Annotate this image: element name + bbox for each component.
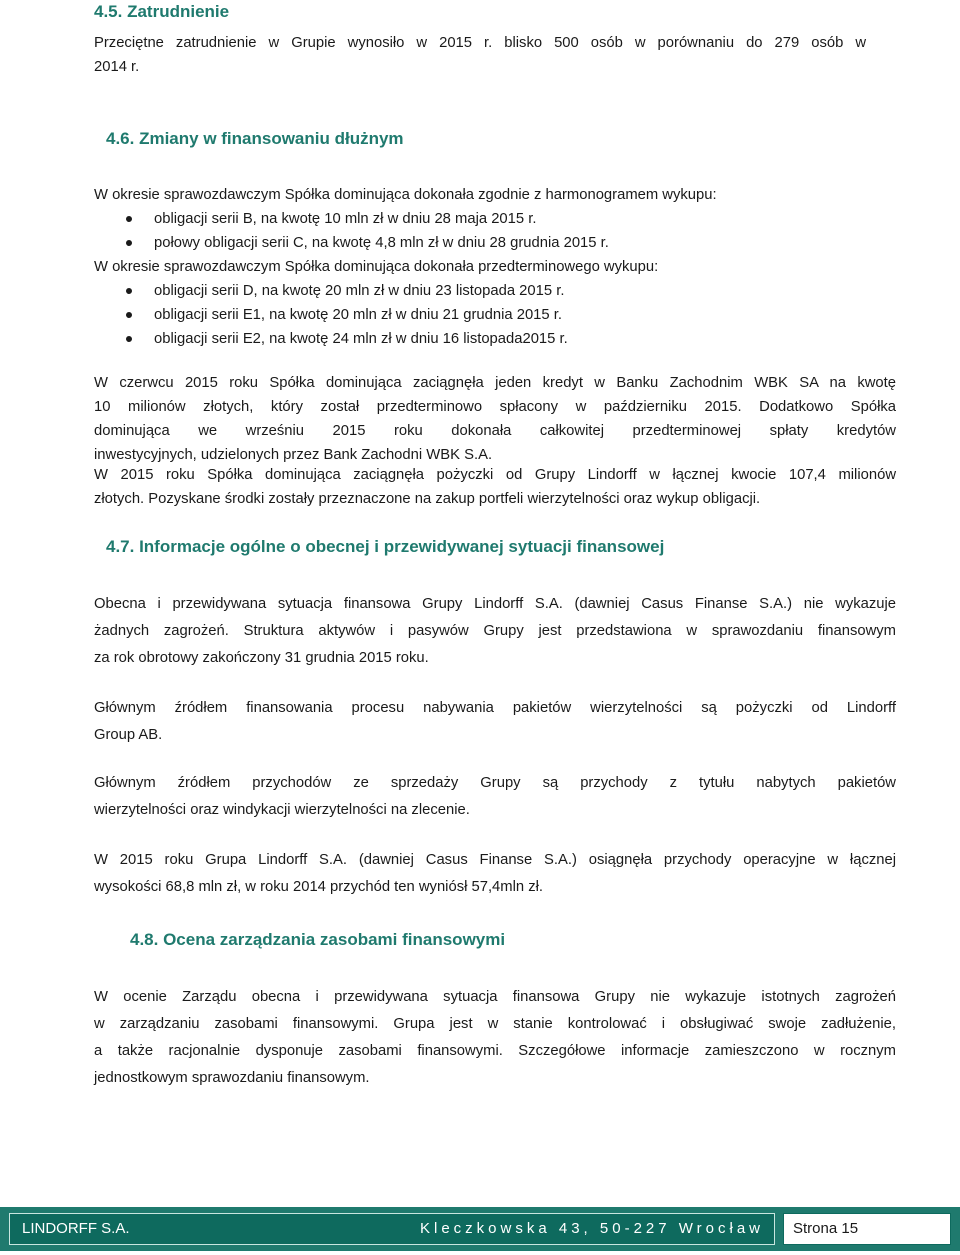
page-number: Strona 15	[793, 1220, 859, 1237]
s48-paragraph-1	[94, 984, 896, 1092]
footer-address: Kleczkowska 43, 50-227 Wrocław	[420, 1220, 764, 1237]
list-item-text: obligacji serii E1, na kwotę 20 mln zł w dniu 21 grudnia 2015 r.	[154, 307, 562, 323]
footer-address-bar	[9, 1213, 775, 1245]
heading-4-7: 4.7. Informacje ogólne o obecnej i przewidywanej sytuacji finansowej	[106, 537, 665, 556]
s46-intro-1: W okresie sprawozdawczym Spółka dominująca dokonała zgodnie z harmonogramem wykupu:	[94, 187, 717, 203]
heading-4-5: 4.5. Zatrudnienie	[94, 2, 230, 21]
s46-paragraph-2	[94, 463, 896, 511]
s45-line-1: Przeciętne zatrudnienie w Grupie wynosiło w 2015 r. blisko 500 osób w porównaniu do 279 osób w	[94, 35, 866, 51]
bullet-icon	[126, 216, 132, 222]
footer-company: LINDORFF S.A.	[22, 1220, 130, 1237]
page-footer	[0, 1207, 960, 1251]
text-line: inwestycyjnych, udzielonych przez Bank Zachodni WBK S.A.	[94, 447, 493, 463]
text-line: Group AB.	[94, 727, 163, 743]
bullet-icon	[126, 336, 132, 342]
s46-intro-2: W okresie sprawozdawczym Spółka dominująca dokonała przedterminowego wykupu:	[94, 259, 659, 275]
bullet-icon	[126, 312, 132, 318]
s47-paragraph-2	[94, 695, 896, 749]
s46-paragraph-1	[94, 371, 896, 467]
list-item-text: obligacji serii E2, na kwotę 24 mln zł w dniu 16 listopada2015 r.	[154, 331, 568, 347]
list-item-text: obligacji serii D, na kwotę 20 mln zł w dniu 23 listopada 2015 r.	[154, 283, 565, 299]
text-line: w zarządzaniu zasobami finansowymi. Grupa jest w stanie kontrolować i obsługiwać swoje zadłużenie,	[94, 1016, 896, 1032]
heading-4-6: 4.6. Zmiany w finansowaniu dłużnym	[106, 129, 404, 148]
s47-paragraph-4	[94, 847, 896, 901]
text-line: za rok obrotowy zakończony 31 grudnia 2015 roku.	[94, 650, 429, 666]
s45-line-2: 2014 r.	[94, 59, 140, 75]
text-line: jednostkowym sprawozdaniu finansowym.	[94, 1070, 370, 1086]
text-line: W czerwcu 2015 roku Spółka dominująca zaciągnęła jeden kredyt w Banku Zachodnim WBK SA na kwotę	[94, 375, 896, 391]
text-line: W 2015 roku Spółka dominująca zaciągnęła pożyczki od Grupy Lindorff w łącznej kwocie 107,4 milionów	[94, 467, 896, 483]
text-line: Obecna i przewidywana sytuacja finansowa Grupy Lindorff S.A. (dawniej Casus Finanse S.A.) nie wykazuje	[94, 596, 896, 612]
text-line: Głównym źródłem przychodów ze sprzedaży Grupy są przychody z tytułu nabytych pakietów	[94, 775, 896, 791]
text-line: W 2015 roku Grupa Lindorff S.A. (dawniej Casus Finanse S.A.) osiągnęła przychody operacyjne w łącznej	[94, 852, 896, 868]
s47-paragraph-3	[94, 770, 896, 824]
list-item-text: obligacji serii B, na kwotę 10 mln zł w dniu 28 maja 2015 r.	[154, 211, 537, 227]
text-line: złotych. Pozyskane środki zostały przeznaczone na zakup portfeli wierzytelności oraz wykup obligacji.	[94, 491, 761, 507]
heading-4-8: 4.8. Ocena zarządzania zasobami finansowymi	[130, 930, 506, 949]
text-line: wierzytelności oraz windykacji wierzytelności na zlecenie.	[94, 802, 470, 818]
text-line: wysokości 68,8 mln zł, w roku 2014 przychód ten wyniósł 57,4mln zł.	[94, 879, 544, 895]
bullet-icon	[126, 240, 132, 246]
bullet-icon	[126, 288, 132, 294]
text-line: żadnych zagrożeń. Struktura aktywów i pasywów Grupy jest przedstawiona w sprawozdaniu finansowym	[94, 623, 896, 639]
text-line: a także racjonalnie dysponuje zasobami finansowymi. Szczegółowe informacje zamieszczono w rocznym	[94, 1043, 896, 1059]
list-item-text: połowy obligacji serii C, na kwotę 4,8 mln zł w dniu 28 grudnia 2015 r.	[154, 235, 609, 251]
footer-page-box	[783, 1213, 951, 1245]
text-line: W ocenie Zarządu obecna i przewidywana sytuacja finansowa Grupy nie wykazuje istotnych zagrożeń	[94, 989, 896, 1005]
text-line: 10 milionów złotych, który został przedterminowo spłacony w październiku 2015. Dodatkowo Spółka	[94, 399, 896, 415]
text-line: Głównym źródłem finansowania procesu nabywania pakietów wierzytelności są pożyczki od Lindorff	[94, 700, 896, 716]
text-line: dominująca we wrześniu 2015 roku dokonała całkowitej przedterminowej spłaty kredytów	[94, 423, 896, 439]
s47-paragraph-1	[94, 591, 896, 672]
